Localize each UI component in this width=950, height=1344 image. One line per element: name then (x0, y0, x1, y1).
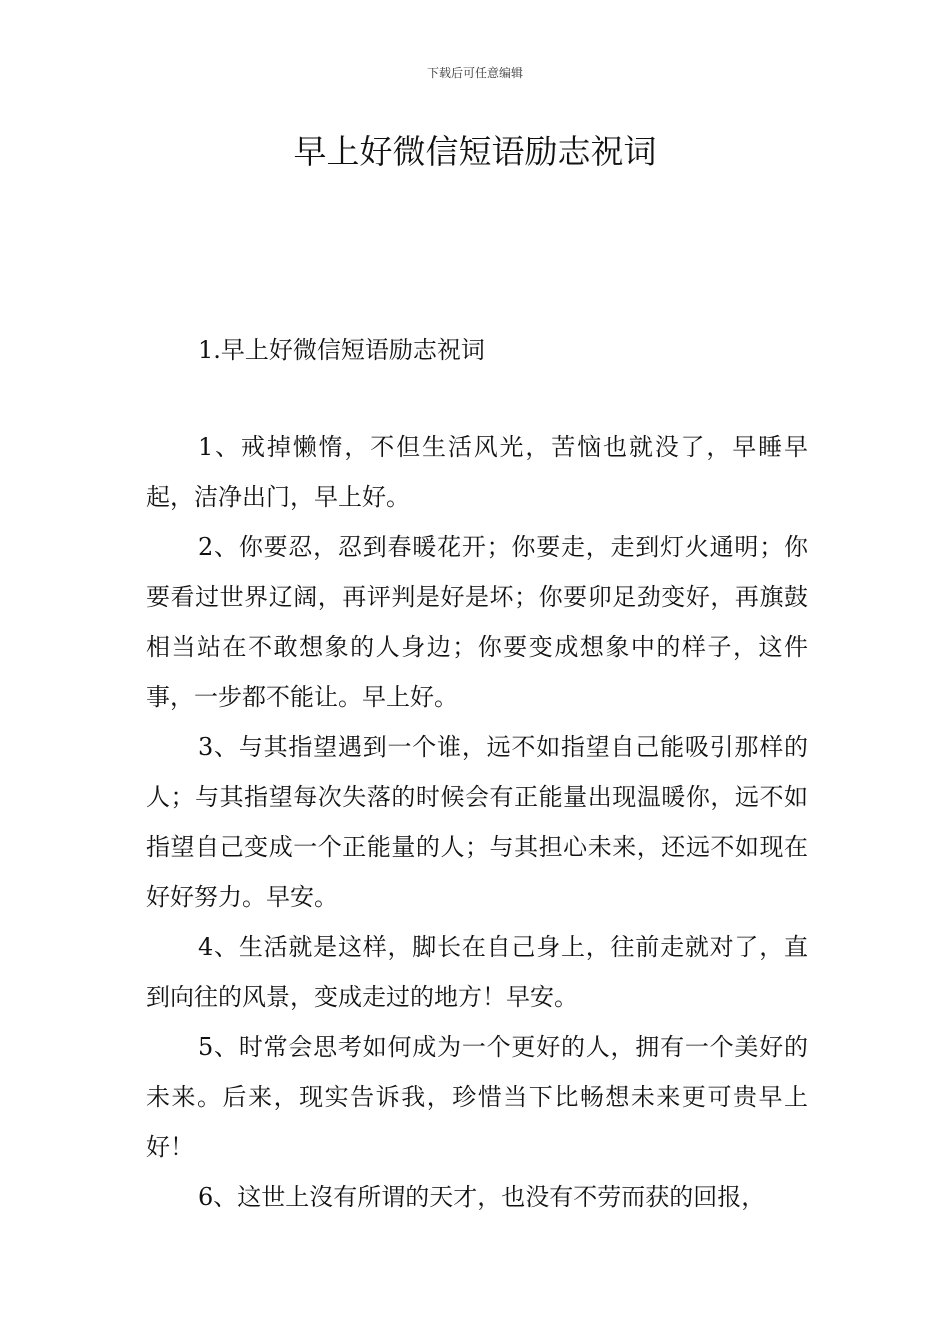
paragraph-4: 4、生活就是这样，脚长在自己身上，往前走就对了，直到向往的风景，变成走过的地方！早安。 (146, 933, 808, 1011)
paragraph-2: 2、你要忍，忍到春暖花开；你要走，走到灯火通明；你要看过世界辽阔，再评判是好是坏；你要卯足劲变好，再旗鼓相当站在不敢想象的人身边；你要变成想象中的样子，这件事，一步都不能让。早上好。 (146, 533, 808, 711)
document-title: 早上好微信短语励志祝词 (293, 132, 657, 171)
document-body (146, 422, 808, 1222)
paragraph-1: 1、戒掉懒惰，不但生活风光，苦恼也就没了，早睡早起，洁净出门，早上好。 (146, 433, 808, 511)
paragraph-3: 3、与其指望遇到一个谁，远不如指望自己能吸引那样的人；与其指望每次失落的时候会有正能量出现温暖你，远不如指望自己变成一个正能量的人；与其担心未来，还远不如现在好好努力。早安。 (146, 733, 808, 911)
paragraph-5: 5、时常会思考如何成为一个更好的人，拥有一个美好的未来。后来，现实告诉我，珍惜当下比畅想未来更可贵早上好！ (146, 1033, 808, 1161)
paragraph-6: 6、这世上沒有所谓的天才，也没有不劳而获的回报， (198, 1183, 766, 1211)
header-note: 下载后可任意编辑 (426, 66, 523, 80)
section-heading: 1.早上好微信短语励志祝词 (198, 336, 485, 364)
